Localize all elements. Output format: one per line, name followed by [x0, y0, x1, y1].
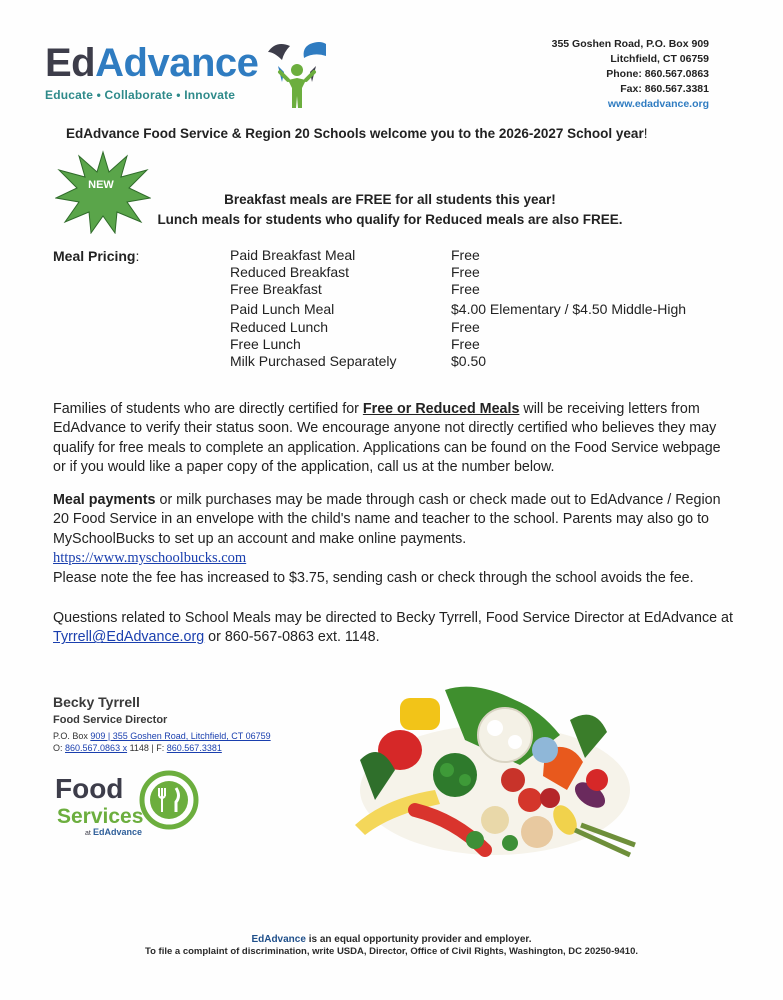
- footer-brand: EdAdvance: [251, 934, 306, 945]
- address-link[interactable]: 909 | 355 Goshen Road, Litchfield, CT 06759: [90, 731, 271, 741]
- price-value: $4.00 Elementary / $4.50 Middle-High: [451, 301, 687, 317]
- vegetables-image: [345, 680, 640, 870]
- footer-equal-opportunity: EdAdvance is an equal opportunity provider and employer.: [251, 934, 532, 945]
- price-item: Reduced Breakfast: [230, 264, 350, 280]
- logo-ed-text: Ed: [45, 41, 96, 85]
- free-meals-notice: [130, 190, 650, 230]
- phone-link[interactable]: 860.567.0863 x: [65, 743, 128, 753]
- fee-note: Please note the fee has increased to $3.75, sending cash or check through the school avoids the fee.: [53, 569, 694, 586]
- edadvance-small-label: EdAdvance: [93, 827, 143, 837]
- address-line: 355 Goshen Road, P.O. Box 909: [551, 38, 709, 50]
- price-value: Free: [451, 319, 480, 335]
- phone-line: Phone: 860.567.0863: [606, 68, 709, 80]
- logo-advance-text: Advance: [95, 41, 259, 85]
- address-line: Litchfield, CT 06759: [610, 53, 709, 65]
- price-value: Free: [451, 247, 480, 263]
- free-reduced-emphasis: Free or Reduced Meals: [362, 401, 520, 417]
- logo-tagline: Educate • Collaborate • Innovate: [45, 88, 236, 102]
- header-address: [509, 37, 709, 112]
- welcome-exclaim: !: [643, 126, 648, 141]
- people-figure-icon: [262, 38, 332, 110]
- price-item: Paid Breakfast Meal: [230, 247, 356, 263]
- edadvance-logo: [45, 40, 258, 102]
- price-value: Free: [451, 336, 480, 352]
- signature-phone: O: 860.567.0863 x 1148 | F: 860.567.3381: [53, 743, 222, 753]
- price-value: Free: [451, 264, 480, 280]
- fax-line: Fax: 860.567.3381: [620, 83, 709, 95]
- welcome-heading: [66, 126, 766, 141]
- at-label: at: [85, 830, 91, 837]
- reduced-lunch-free-line: Lunch meals for students who qualify for Reduced meals are also FREE.: [157, 212, 623, 227]
- price-value: $0.50: [451, 353, 487, 369]
- email-link[interactable]: Tyrrell@EdAdvance.org: [53, 629, 205, 646]
- price-item: Free Lunch: [230, 336, 301, 352]
- services-logo-word: Services: [57, 805, 144, 828]
- price-item: Paid Lunch Meal: [230, 301, 335, 317]
- breakfast-free-line: Breakfast meals are FREE for all students this year!: [224, 192, 556, 207]
- certification-paragraph: Families of students who are directly certified for Free or Reduced Meals will be receiving letters from EdAdvance to verify their status soon. We encourage anyone not directly certified who believes they may qualify for free meals to complete an application. Applications can be found on the Food Service webpage or if you would like a paper copy of the application, call us at the number below.: [53, 401, 721, 476]
- meal-payments-emphasis: Meal payments: [53, 492, 156, 508]
- price-value: Free: [451, 281, 480, 297]
- price-item: Free Breakfast: [230, 281, 322, 297]
- food-services-logo: [55, 768, 205, 838]
- new-badge-label: NEW: [88, 179, 114, 191]
- signature-title: Food Service Director: [53, 714, 168, 726]
- price-item: Milk Purchased Separately: [230, 353, 397, 369]
- myschoolbucks-link[interactable]: https://www.myschoolbucks.com: [53, 550, 247, 567]
- meal-payments-paragraph: Meal payments or milk purchases may be made through cash or check made out to EdAdvance / Region 20 Food Service in an envelope with the child's name and teacher to the school. Parents may also go to MySchoolBucks to set up an account and make online payments. https://www.myschoolbucks.com Please note the fee has increased to $3.75, sending cash or check through the school avoids the fee.: [53, 492, 721, 586]
- fax-link[interactable]: 860.567.3381: [166, 743, 222, 753]
- signature-name: Becky Tyrrell: [53, 694, 140, 710]
- signature-address: P.O. Box 909 | 355 Goshen Road, Litchfield, CT 06759: [53, 731, 271, 741]
- price-item: Reduced Lunch: [230, 319, 329, 335]
- meal-pricing-label: Meal Pricing:: [53, 248, 140, 264]
- website-link[interactable]: www.edadvance.org: [607, 98, 709, 110]
- welcome-text: EdAdvance Food Service & Region 20 Schools welcome you to the 2026-2027 School year: [66, 126, 644, 141]
- footer-complaint-line: To file a complaint of discrimination, write USDA, Director, Office of Civil Rights, Washington, DC 20250-9410.: [144, 946, 639, 957]
- food-logo-word: Food: [55, 773, 124, 804]
- questions-paragraph: Questions related to School Meals may be directed to Becky Tyrrell, Food Service Director at EdAdvance at Tyrrell@EdAdvance.org or 860-567-0863 ext. 1148.: [53, 610, 733, 646]
